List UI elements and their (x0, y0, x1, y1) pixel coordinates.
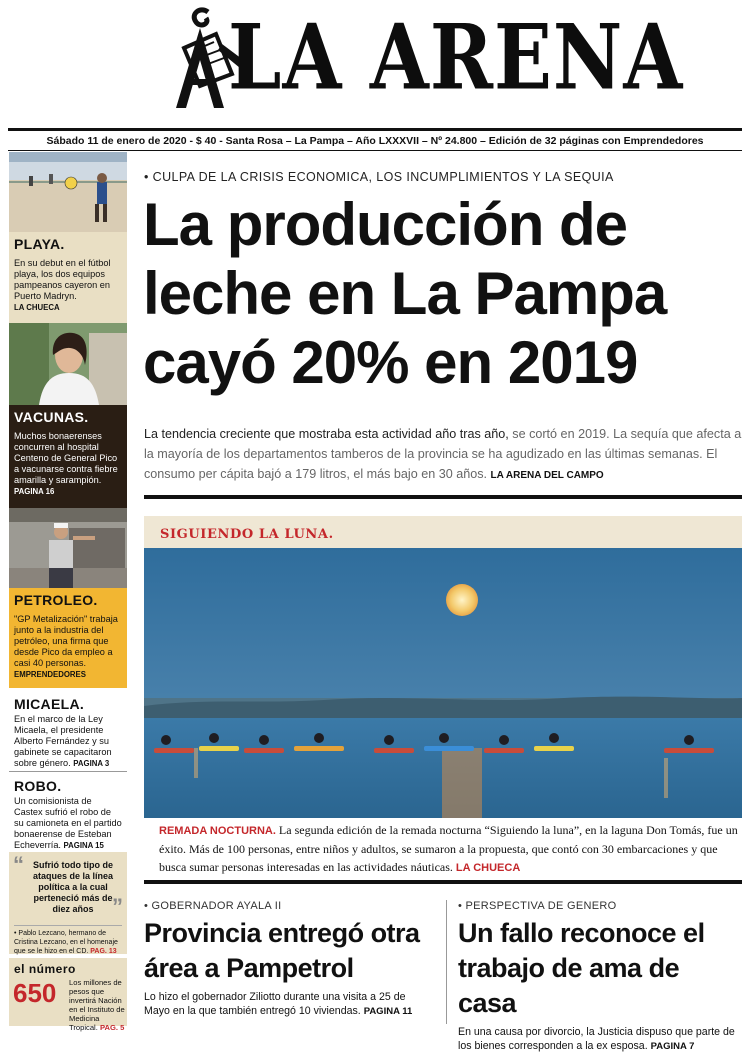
caption-head: REMADA NOCTURNA. (159, 825, 276, 837)
factory-worker-photo[interactable] (9, 508, 127, 588)
lead-body-a: La tendencia creciente que mostraba esta actividad año tras año, (144, 427, 509, 441)
story-left[interactable] (144, 900, 434, 1019)
moon-lagoon-photo[interactable] (144, 548, 742, 818)
caption-source[interactable]: LA CHUECA (455, 862, 521, 874)
quote-attribution: • Pablo Lezcano, hermano de Cristina Lezcano, en el homenaje que se le hizo en el CD. (14, 930, 118, 955)
story-right-kicker: • PERSPECTIVA DE GENERO (458, 900, 617, 912)
story-left-kicker: • GOBERNADOR AYALA II (144, 900, 282, 912)
lead-source[interactable]: LA ARENA DEL CAMPO (490, 470, 604, 481)
vacunas-source: PAGINA 16 (14, 487, 55, 496)
petroleo-source: EMPRENDEDORES (14, 670, 86, 679)
story-right-source[interactable]: PAGINA 7 (650, 1041, 695, 1052)
story-left-headline[interactable]: Provincia entregó otra área a Pampetrol (144, 918, 420, 983)
close-quote-icon: ” (112, 894, 123, 919)
vacunas-head: VACUNAS. (14, 409, 89, 425)
photo-label: SIGUIENDO LA LUNA. (160, 527, 334, 542)
story-right-headline[interactable]: Un fallo reconoce el trabajo de ama de casa (458, 918, 705, 1018)
numero-text: Los millones de pesos que invertirá Nación en el Instituto de Medicina Tropical. (69, 978, 125, 1032)
sidebar-quote[interactable] (9, 852, 127, 954)
story-left-source[interactable]: PAGINA 11 (363, 1006, 413, 1017)
sidebar (9, 152, 127, 1032)
lead-body-b: se cortó en 2019. (512, 427, 610, 441)
robo-head: ROBO. (14, 778, 62, 794)
robo-source: PAGINA 15 (63, 841, 104, 850)
sidebar-divider (9, 771, 127, 772)
story-right-body: En una causa por divorcio, la Justicia dispuso que parte de los bienes corresponden a la ex esposa. (458, 1026, 735, 1052)
lead-body-c: La sequía que afecta a la mayoría de los departamentos tamberos de la provincia se ha agudizado en las últimas semanas. El consumo per cápita bajó a 179 litros, el más bajo en 30 años. (144, 427, 742, 481)
masthead-title[interactable]: LA ARENA (228, 4, 684, 110)
vacunas-text: Muchos bonaerenses concurren al hospital Centeno de General Pico a vacunarse contra fiebre amarilla y sarampión. (14, 431, 118, 485)
lead-kicker: • CULPA DE LA CRISIS ECONOMICA, LOS INCUMPLIMIENTOS Y LA SEQUIA (144, 170, 614, 184)
petroleo-text: "GP Metalización" trabaja junto a la industria del petróleo, una firma que desde Pico da empleo a casi 40 personas. (14, 614, 118, 668)
micaela-head: MICAELA. (14, 696, 85, 712)
story-right[interactable] (458, 900, 742, 1054)
dateline-rule (8, 150, 742, 151)
caption-text: La segunda edición de la remada nocturna “Siguiendo la luna”, en la laguna Don Tomás, fue un éxito. Más de 100 personas, entre niños y adultos, se sumaron a la propuesta, que contó con 30 embarcaciones y que busca sumar personas interesadas en las actividades náuticas. (159, 823, 738, 874)
quote-source: PAG. 13 (90, 948, 117, 955)
playa-text: En su debut en el fútbol playa, los dos equipos pampeanos cayeron en Puerto Madryn. (14, 258, 111, 301)
beach-soccer-photo[interactable] (9, 152, 127, 232)
sidebar-vacunas[interactable] (9, 405, 127, 508)
playa-head: PLAYA. (14, 236, 65, 252)
open-quote-icon: “ (13, 852, 24, 877)
nurse-photo[interactable] (9, 323, 127, 405)
playa-source: LA CHUECA (14, 303, 60, 312)
dateline: Sábado 11 de enero de 2020 - $ 40 - Santa Rosa – La Pampa – Año LXXXVII – Nº 24.800 – Edición de 32 páginas con Emprendedores (46, 135, 704, 147)
sidebar-robo[interactable] (9, 774, 127, 850)
bottom-rule (144, 880, 742, 884)
numero-value: 650 (13, 978, 57, 1008)
robo-text: Un comisionista de Castex sufrió el robo de su camioneta en el partido bonaerense de Esteban Echeverría. (14, 796, 122, 850)
quote-text: Sufrió todo tipo de ataques de la línea política a la cual perteneció más de diez años (32, 860, 114, 914)
lead-body (144, 424, 744, 486)
masthead-rule (8, 128, 742, 131)
micaela-source: PAGINA 3 (73, 759, 110, 768)
photo-caption (159, 821, 741, 877)
numero-label: el número (14, 962, 76, 976)
sidebar-playa[interactable] (9, 232, 127, 323)
masthead (0, 0, 750, 128)
story-left-body: Lo hizo el gobernador Ziliotto durante una visita a 25 de Mayo en la que también entregó 10 viviendas. (144, 991, 406, 1017)
micaela-text: En el marco de la Ley Micaela, el presidente Alberto Fernández y su gabinete se capacitaron sobre género. (14, 714, 112, 768)
lead-rule (144, 495, 742, 499)
sidebar-numero[interactable] (9, 958, 127, 1032)
column-divider (446, 900, 447, 1024)
petroleo-head: PETROLEO. (14, 592, 98, 608)
numero-source: PAG. 5 (99, 1023, 125, 1032)
lead-headline[interactable]: La producción de leche en La Pampa cayó 20% en 2019 (143, 191, 667, 396)
sidebar-petroleo[interactable] (9, 588, 127, 688)
sidebar-micaela[interactable] (9, 692, 127, 772)
